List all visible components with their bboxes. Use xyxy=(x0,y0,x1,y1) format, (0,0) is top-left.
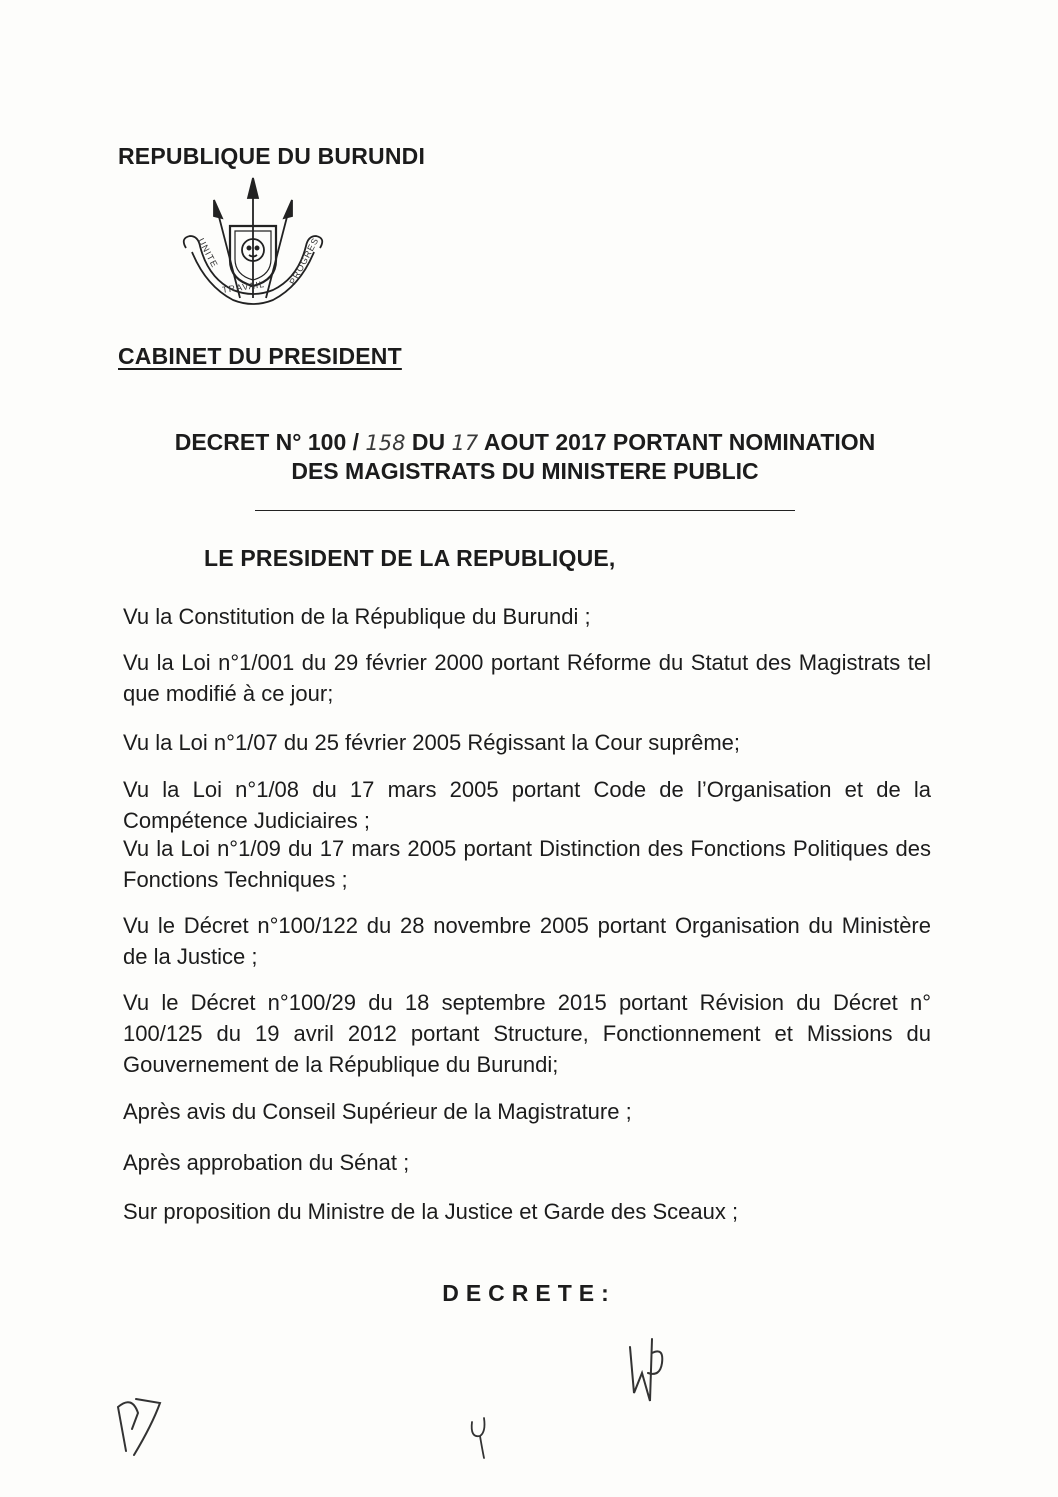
decrete-heading: DECRETE: xyxy=(442,1280,616,1306)
title-mid: DU xyxy=(411,429,446,455)
motto-progres: PROGRES xyxy=(287,235,321,287)
title-prefix: DECRET N° 100 / xyxy=(174,429,360,455)
decree-title-line2: DES MAGISTRATS DU MINISTERE PUBLIC xyxy=(291,458,759,484)
preamble-constitution: Vu la Constitution de la République du Burundi ; xyxy=(123,604,591,629)
republic-header: REPUBLIQUE DU BURUNDI xyxy=(118,143,426,169)
preamble-conseil-superieur: Après avis du Conseil Supérieur de la Magistrature ; xyxy=(123,1099,632,1124)
preamble-senat: Après approbation du Sénat ; xyxy=(123,1150,410,1175)
handwritten-day: 17 xyxy=(451,431,479,455)
motto-travail: TRAVAIL xyxy=(221,279,266,295)
handwritten-decree-number: 158 xyxy=(365,431,406,455)
title-suffix: AOUT 2017 PORTANT NOMINATION xyxy=(483,429,876,455)
title-divider xyxy=(255,510,795,511)
initials-signature-right xyxy=(622,1333,672,1413)
president-line: LE PRESIDENT DE LA REPUBLIQUE, xyxy=(204,545,616,571)
preamble-decret-100-122: Vu le Décret n°100/122 du 28 novembre 2005 portant Organisation du Ministère de la Justice ; xyxy=(123,913,931,969)
cabinet-header: CABINET DU PRESIDENT xyxy=(118,343,402,369)
motto-unite: UNITE xyxy=(196,236,220,270)
preamble-ministre-justice: Sur proposition du Ministre de la Justice et Garde des Sceaux ; xyxy=(123,1199,739,1224)
preamble-loi-1-09: Vu la Loi n°1/09 du 17 mars 2005 portant Distinction des Fonctions Politiques des Fonctions Techniques ; xyxy=(123,836,931,892)
decree-title-line1 xyxy=(90,427,960,458)
preamble-loi-1-08: Vu la Loi n°1/08 du 17 mars 2005 portant Code de l’Organisation et de la Compétence Judiciaires ; xyxy=(123,777,931,833)
preamble-loi-1-001: Vu la Loi n°1/001 du 29 février 2000 portant Réforme du Statut des Magistrats tel que modifié à ce jour; xyxy=(123,650,931,706)
preamble-decret-100-29: Vu le Décret n°100/29 du 18 septembre 2015 portant Révision du Décret n° 100/125 du 19 avril 2012 portant Structure, Fonctionnement et Missions du Gouvernement de la République du Burundi; xyxy=(123,990,931,1077)
initials-signature-middle xyxy=(466,1410,496,1460)
preamble-loi-1-07: Vu la Loi n°1/07 du 25 février 2005 Régissant la Cour suprême; xyxy=(123,730,741,755)
initials-signature-left xyxy=(112,1385,172,1460)
